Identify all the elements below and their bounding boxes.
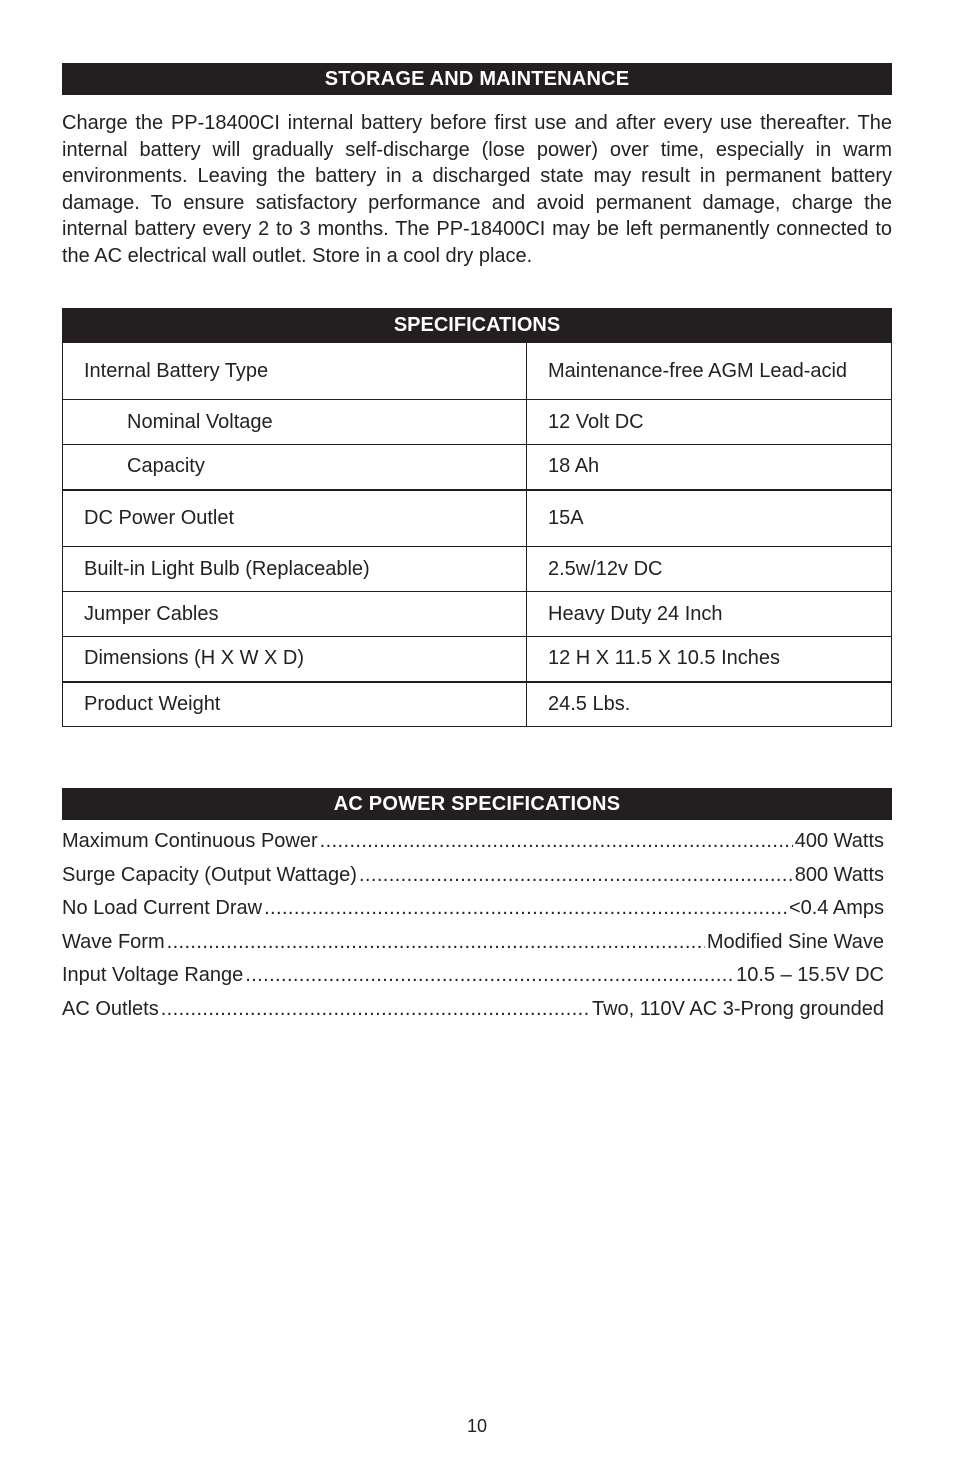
dot-leader <box>245 959 734 993</box>
ac-spec-value: 800 Watts <box>794 863 884 886</box>
list-item <box>62 892 884 926</box>
spec-label: Jumper Cables <box>63 592 527 637</box>
ac-spec-label: Maximum Continuous Power <box>62 830 318 852</box>
ac-spec-label: No Load Current Draw <box>62 897 263 919</box>
dot-leader <box>264 892 787 926</box>
table-row <box>63 637 892 682</box>
spec-label: Product Weight <box>63 682 527 727</box>
ac-spec-value: 10.5 – 15.5V DC <box>736 964 884 986</box>
dot-leader <box>161 993 590 1027</box>
spec-value: 2.5w/12v DC <box>527 547 892 592</box>
dot-leader <box>167 926 705 960</box>
spec-value: 24.5 Lbs. <box>527 682 892 727</box>
dot-leader <box>320 825 793 859</box>
table-row <box>63 343 892 400</box>
table-row <box>63 547 892 592</box>
spec-value: 15A <box>527 490 892 547</box>
spec-value: Maintenance-free AGM Lead-acid <box>527 343 892 400</box>
spec-label: DC Power Outlet <box>63 490 527 547</box>
spec-value: 18 Ah <box>527 445 892 490</box>
ac-spec-value: <0.4 Amps <box>788 897 884 919</box>
table-row <box>63 445 892 490</box>
list-item <box>62 959 884 993</box>
table-row <box>63 400 892 445</box>
spec-value: 12 Volt DC <box>527 400 892 445</box>
spec-value: 12 H X 11.5 X 10.5 Inches <box>527 637 892 682</box>
dot-leader <box>359 859 793 893</box>
spec-label: Built-in Light Bulb (Replaceable) <box>63 547 527 592</box>
list-item <box>62 859 884 893</box>
storage-maintenance-heading: STORAGE AND MAINTENANCE <box>62 63 892 95</box>
ac-power-list <box>62 825 884 1026</box>
spec-label: Nominal Voltage <box>63 400 527 445</box>
table-row <box>63 682 892 727</box>
spec-label: Internal Battery Type <box>63 343 527 400</box>
specifications-heading: SPECIFICATIONS <box>63 309 892 343</box>
spec-label: Dimensions (H X W X D) <box>63 637 527 682</box>
ac-spec-label: AC Outlets <box>62 997 159 1020</box>
storage-paragraph: Charge the PP-18400CI internal battery before first use and after every use thereafter. The internal battery will gradually self-discharge (lose power) over time, especially in warm environments. Leaving the battery in a discharged state may result in permanent battery damage. To ensure satisfactory performance and avoid permanent damage, charge the internal battery every 2 to 3 months. The PP-18400CI may be left permanently connected to the AC electrical wall outlet. Store in a cool dry place. <box>62 112 892 267</box>
ac-spec-label: Wave Form <box>62 930 165 953</box>
page-number: 10 <box>466 1416 488 1436</box>
list-item <box>62 926 884 960</box>
spec-label: Capacity <box>63 445 527 490</box>
table-row <box>63 490 892 547</box>
spec-value: Heavy Duty 24 Inch <box>527 592 892 637</box>
ac-power-specifications-heading: AC POWER SPECIFICATIONS <box>62 788 892 820</box>
ac-spec-label: Surge Capacity (Output Wattage) <box>62 863 357 886</box>
table-row <box>63 592 892 637</box>
ac-spec-value: 400 Watts <box>794 830 884 852</box>
ac-spec-value: Two, 110V AC 3-Prong grounded <box>591 997 884 1020</box>
list-item <box>62 993 884 1027</box>
specifications-table <box>62 308 892 727</box>
list-item <box>62 825 884 859</box>
ac-spec-value: Modified Sine Wave <box>706 930 884 953</box>
ac-spec-label: Input Voltage Range <box>62 964 244 986</box>
